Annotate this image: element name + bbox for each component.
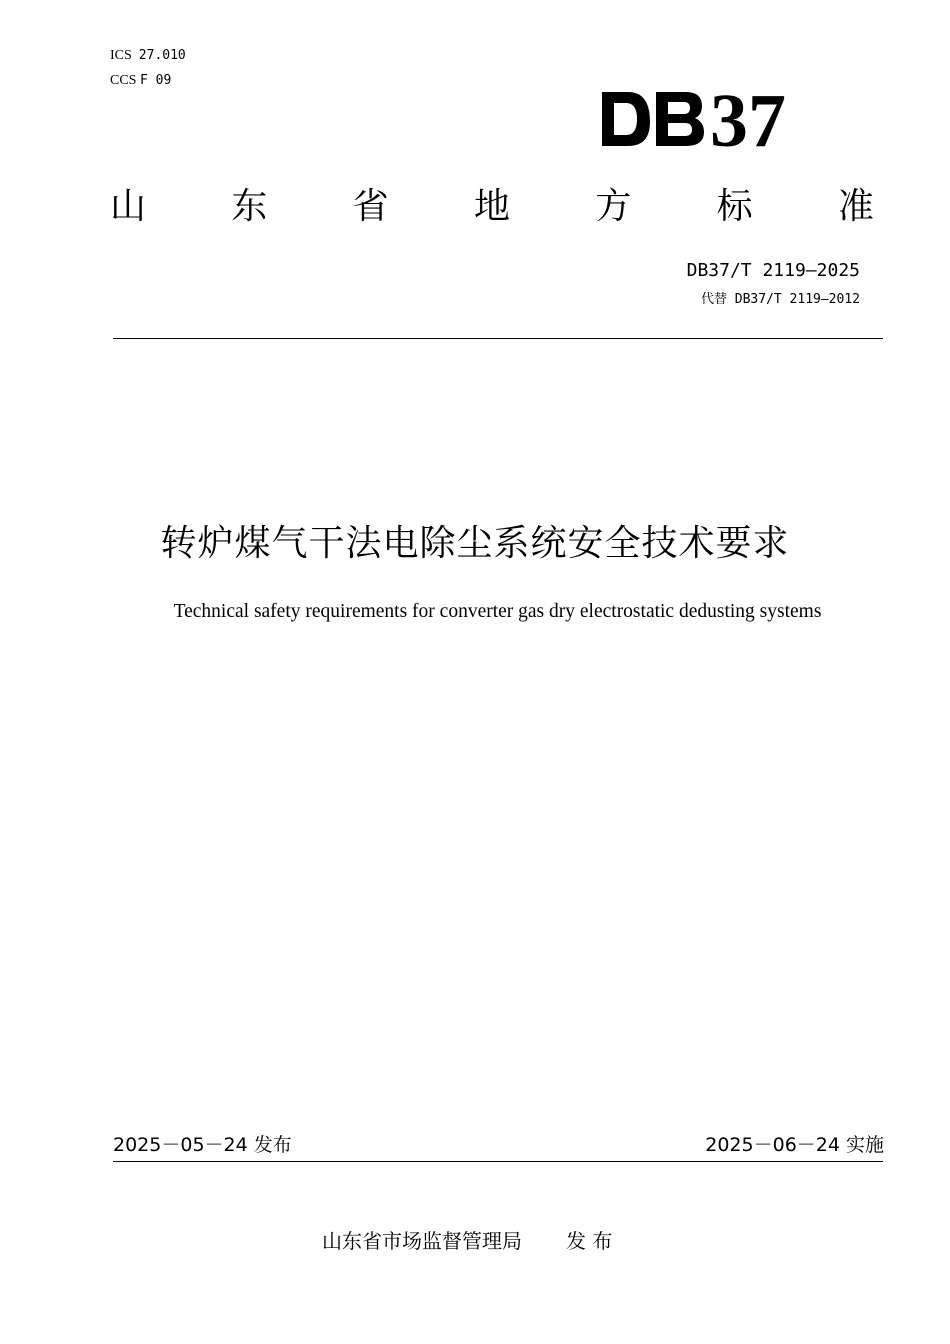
title-chinese: 转炉煤气干法电除尘系统安全技术要求	[160, 523, 790, 564]
standard-type-heading	[110, 182, 874, 232]
replaced-standard: 代替 DB37/T 2119—2012	[700, 292, 860, 307]
publish-action: 发 布	[566, 1229, 613, 1253]
publisher-line	[322, 1226, 612, 1256]
standard-number: DB37/T 2119—2025	[686, 260, 860, 281]
ccs-classification	[110, 72, 171, 90]
logo-number: 37	[710, 80, 786, 155]
implementation-date: 2025－06－24 实施	[705, 1134, 884, 1156]
standard-type-char: 省	[352, 186, 389, 227]
standard-type-char: 准	[837, 186, 874, 227]
ccs-label: CCS	[110, 73, 137, 88]
standard-type-char: 方	[595, 186, 632, 227]
top-divider	[113, 338, 883, 339]
issue-date: 2025－05－24 发布	[113, 1134, 292, 1156]
ics-label: ICS	[110, 48, 132, 63]
ccs-code: F 09	[139, 73, 172, 88]
ics-classification	[110, 47, 186, 65]
db37-logo	[598, 80, 813, 155]
publisher-name: 山东省市场监督管理局	[322, 1229, 522, 1253]
standard-type-char: 标	[716, 186, 753, 227]
bottom-divider	[113, 1161, 883, 1162]
ics-code: 27.010	[138, 48, 186, 63]
standard-type-char: 山	[110, 186, 147, 227]
title-english: Technical safety requirements for converter gas dry electrostatic dedusting systems	[173, 601, 822, 622]
standard-type-char: 地	[473, 186, 510, 227]
standard-type-char: 东	[231, 186, 268, 227]
